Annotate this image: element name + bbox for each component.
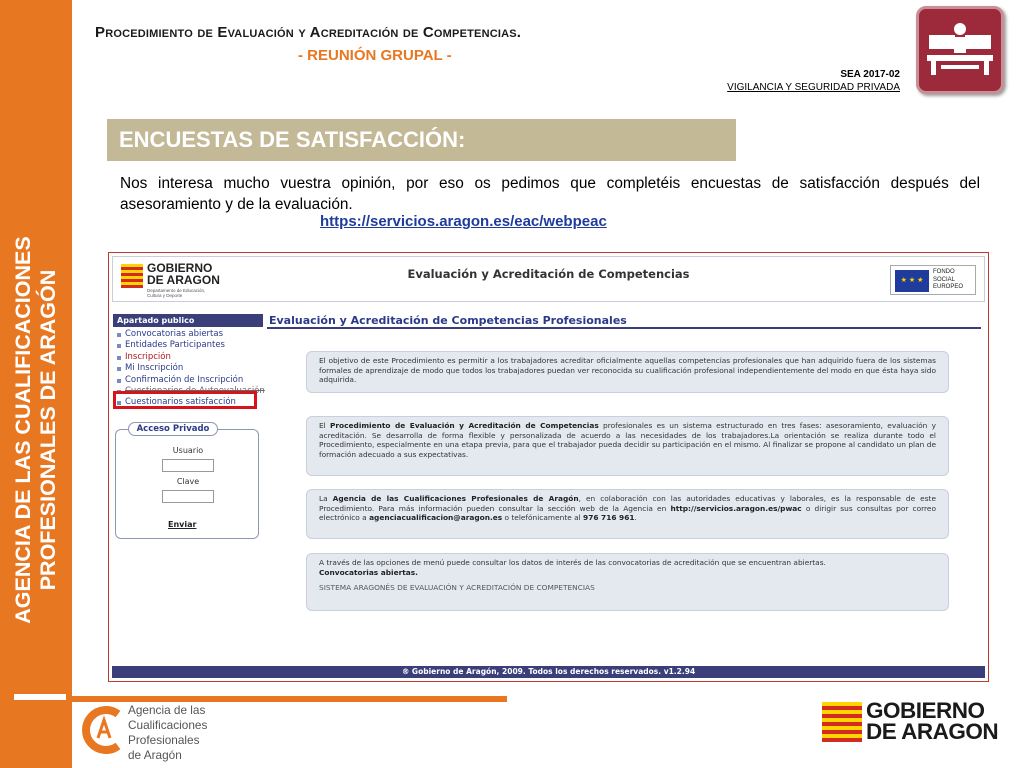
- agency-footer-line1: Agencia de las: [128, 703, 206, 717]
- menu-item-inscripcion[interactable]: Inscripción: [117, 352, 265, 363]
- section-title: ENCUESTAS DE SATISFACCIÓN:: [107, 119, 736, 161]
- side-agency-title: [0, 0, 72, 700]
- procedure-text-b: profesionales es un sistema estructurado en tres fases: asesoramiento, evaluación y acreditación. Se desarrolla de forma flexible y personalizada de acuerdo a las necesidades de los trabajadores.La orientación se realiza durante todo el Procedimiento, especialmente en una etapa previa, para que el trabajador pueda decidir su participación en el mismo. Al finalizar se propone al candidato un plan de formación adecuado a sus expectativas.: [319, 421, 936, 459]
- gov-line2: DE ARAGON: [866, 719, 999, 744]
- gov-line1: GOBIERNO: [866, 698, 985, 723]
- agency-text-c: o dirigir sus consultas por correo electrónico a: [319, 503, 936, 522]
- qualification-name: VIGILANCIA Y SEGURIDAD PRIVADA: [727, 82, 900, 93]
- procedure-text-bold: Procedimiento de Evaluación y Acreditación de Competencias: [330, 421, 599, 430]
- qualification-logo: [916, 6, 1004, 94]
- menu-item-satisfaccion[interactable]: Cuestionarios satisfacción: [117, 397, 265, 408]
- agency-footer-line2: Cualificaciones: [128, 718, 208, 732]
- site-header: [112, 256, 985, 302]
- agency-footer-line4: de Aragón: [128, 748, 182, 762]
- main-heading: Evaluación y Acreditación de Competencias Profesionales: [269, 314, 627, 327]
- submit-button[interactable]: Enviar: [168, 520, 197, 529]
- aragon-flag-footer-icon: [822, 702, 862, 742]
- info-panel-objective: [306, 351, 949, 393]
- eu-line3: EUROPEO: [933, 284, 964, 290]
- agency-text-d: o telefónicamente al: [502, 513, 584, 522]
- menu-item-autoevaluacion[interactable]: Cuestionarios de Autoevaluación: [117, 386, 265, 397]
- agency-text-a: La: [319, 494, 333, 503]
- site-brand-line2: DE ARAGON: [147, 273, 220, 287]
- heading-rule: [267, 327, 981, 329]
- side-agency-line1: AGENCIA DE LAS CUALIFICACIONES: [11, 236, 35, 624]
- user-label: Usuario: [172, 446, 204, 455]
- password-label: Clave: [176, 477, 200, 486]
- eu-fund-logo: [890, 265, 976, 295]
- menu-item-entidades[interactable]: Entidades Participantes: [117, 340, 265, 351]
- agency-url-link[interactable]: http://servicios.aragon.es/pwac: [670, 503, 802, 513]
- eu-line2: SOCIAL: [933, 276, 956, 283]
- agency-footer-line3: Profesionales: [128, 733, 200, 747]
- private-access-title: Acceso Privado: [128, 422, 218, 436]
- sea-code: SEA 2017-02: [840, 69, 900, 80]
- menu-heading: Apartado publico: [113, 314, 263, 327]
- info-panel-calls: [306, 553, 949, 611]
- info-panel-procedure: [306, 416, 949, 476]
- agency-c-icon: [78, 700, 126, 760]
- calls-text: A través de las opciones de menú puede consultar los datos de interés de las convocatorias de acreditación que se encuentran abiertas.: [319, 558, 826, 567]
- agency-text-bold: Agencia de las Cualificaciones Profesionales de Aragón: [332, 494, 579, 503]
- menu-item-convocatorias[interactable]: Convocatorias abiertas: [117, 329, 265, 340]
- intro-text: Nos interesa mucho vuestra opinión, por eso os pedimos que completéis encuestas de satisfacción después del asesoramiento y de la evaluación.: [120, 175, 980, 213]
- procedure-text-a: El: [319, 421, 330, 430]
- site-footer: ® Gobierno de Aragón, 2009. Todos los derechos reservados. v1.2.94: [112, 666, 985, 678]
- side-agency-line2: PROFESIONALES DE ARAGÓN: [36, 269, 60, 591]
- eu-flag-icon: ★ ★ ★: [895, 270, 929, 292]
- website-screenshot: [108, 252, 989, 682]
- menu-item-confirmacion[interactable]: Confirmación de Inscripción: [117, 375, 265, 386]
- agency-text-b: , en colaboración con las autoridades educativas y laborales, es la responsable de este Procedimiento. Para más información pueden consultar la sección web de la Agencia en: [319, 494, 937, 513]
- footer-divider: [72, 696, 507, 702]
- calls-link[interactable]: Convocatorias abiertas.: [319, 567, 418, 577]
- agency-logo: [78, 700, 126, 760]
- agency-text-e: .: [634, 513, 637, 522]
- government-logo-text: [866, 700, 998, 742]
- eu-line1: FONDO: [933, 269, 955, 275]
- password-input[interactable]: [162, 490, 214, 503]
- objective-text: El objetivo de este Procedimiento es permitir a los trabajadores acreditar oficialmente aquellas competencias profesionales que han adquirido fuera de los sistemas formales de aprendizaje de modo que todos los trabajadores puedan ver reconocida su cualificación profesional independientemente del modo en que ésta haya sido adquirida.: [319, 356, 936, 384]
- user-input[interactable]: [162, 459, 214, 472]
- agency-footer-text: [128, 703, 207, 763]
- site-brand-line1: GOBIERNO: [147, 261, 213, 275]
- info-panel-agency: [306, 489, 949, 539]
- survey-link[interactable]: https://servicios.aragon.es/eac/webpeac: [320, 213, 607, 230]
- site-title: Evaluación y Acreditación de Competencias: [407, 267, 690, 281]
- private-access-box: [115, 424, 259, 539]
- menu-item-mi-inscripcion[interactable]: Mi Inscripción: [117, 363, 265, 374]
- system-note: SISTEMA ARAGONÉS DE EVALUACIÓN Y ACREDITACIÓN DE COMPETENCIAS: [319, 583, 595, 592]
- agency-email-link[interactable]: agenciacualificacion@aragon.es: [369, 513, 503, 522]
- procedure-title: Procedimiento de Evaluación y Acreditación de Competencias.: [95, 24, 522, 41]
- meeting-subtitle: - REUNIÓN GRUPAL -: [298, 47, 452, 64]
- side-divider: [14, 694, 66, 700]
- agency-phone: 976 716 961: [583, 513, 635, 522]
- eu-fund-text: [933, 269, 963, 292]
- site-brand-sub: Departamento de Educación, Cultura y Deporte: [147, 288, 206, 298]
- satisfaction-highlight: [113, 391, 257, 409]
- meeting-pictogram-icon: [919, 9, 1001, 91]
